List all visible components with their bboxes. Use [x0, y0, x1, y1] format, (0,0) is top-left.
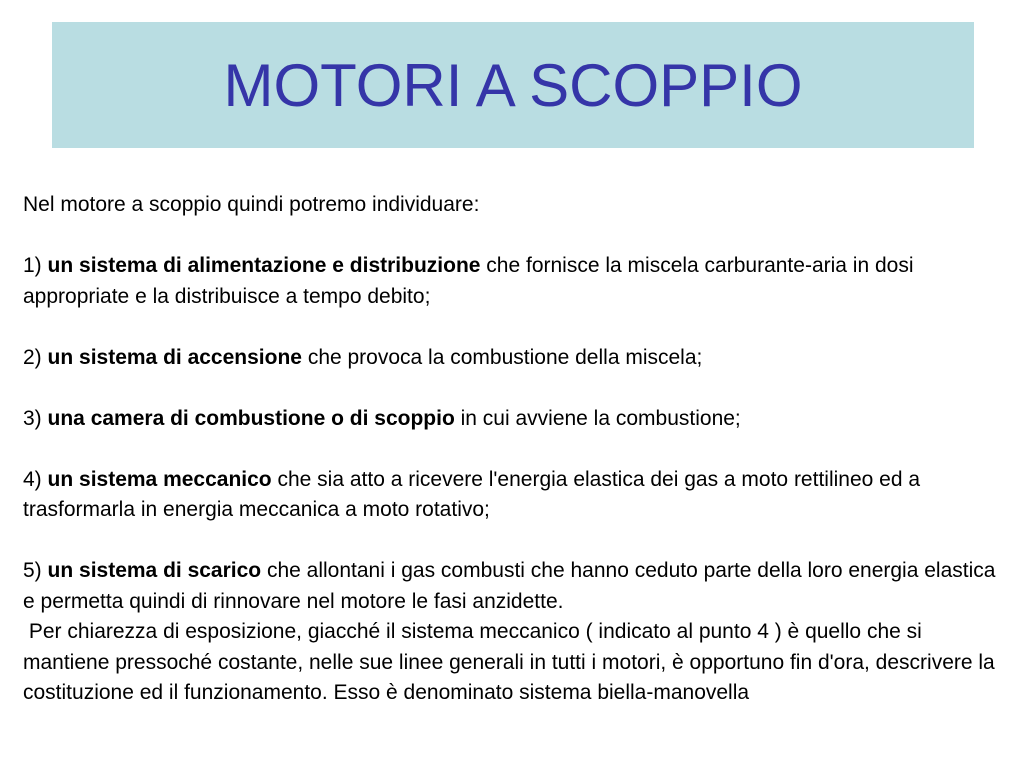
slide-body — [23, 190, 998, 709]
intro-text: Nel motore a scoppio quindi potremo individuare: — [23, 193, 480, 216]
item-description: che fornisce la miscela carburante-aria in dosi appropriate e la distribuisce a tempo debito; — [23, 254, 914, 308]
item-description: che sia atto a ricevere l'energia elastica dei gas a moto rettilineo ed a trasformarla in energia meccanica a moto rotativo; — [23, 467, 921, 521]
item-number: 3) — [23, 406, 42, 430]
list-item-3 — [23, 404, 998, 435]
spacer — [23, 373, 998, 404]
item-term: un sistema di accensione — [47, 345, 302, 369]
item-number: 1) — [23, 254, 42, 277]
item-number: 5) — [23, 559, 42, 582]
item-number: 4) — [23, 467, 42, 491]
spacer — [23, 526, 998, 557]
list-item-2 — [23, 343, 998, 374]
spacer — [23, 434, 998, 465]
spacer — [23, 312, 998, 343]
item-description: che allontani i gas combusti che hanno ceduto parte della loro energia elastica e permetta quindi di rinnovare nel motore le fasi anzidette. — [23, 559, 996, 613]
title-banner — [52, 22, 974, 148]
item-description: che provoca la combustione della miscela; — [307, 345, 703, 369]
list-item-4 — [23, 465, 998, 526]
closing-text: Per chiarezza di esposizione, giacché il sistema meccanico ( indicato al punto 4 ) è quello che si mantiene pressoché costante, nelle sue linee generali in tutti i motori, è opportuno fin d'ora, descrivere la costituzione ed il funzionamento. Esso è denominato sistema biella-manovella — [23, 620, 995, 704]
item-description: in cui avviene la combustione; — [460, 406, 741, 430]
list-item-5 — [23, 556, 998, 617]
item-term: un sistema di alimentazione e distribuzione — [47, 254, 481, 277]
list-item-1 — [23, 251, 998, 312]
closing-paragraph — [23, 617, 998, 709]
item-term: un sistema di scarico — [47, 559, 262, 582]
item-term: una camera di combustione o di scoppio — [47, 406, 455, 430]
spacer — [23, 221, 998, 252]
item-term: un sistema meccanico — [47, 467, 272, 491]
slide-title: MOTORI A SCOPPIO — [223, 51, 803, 119]
item-number: 2) — [23, 345, 42, 369]
